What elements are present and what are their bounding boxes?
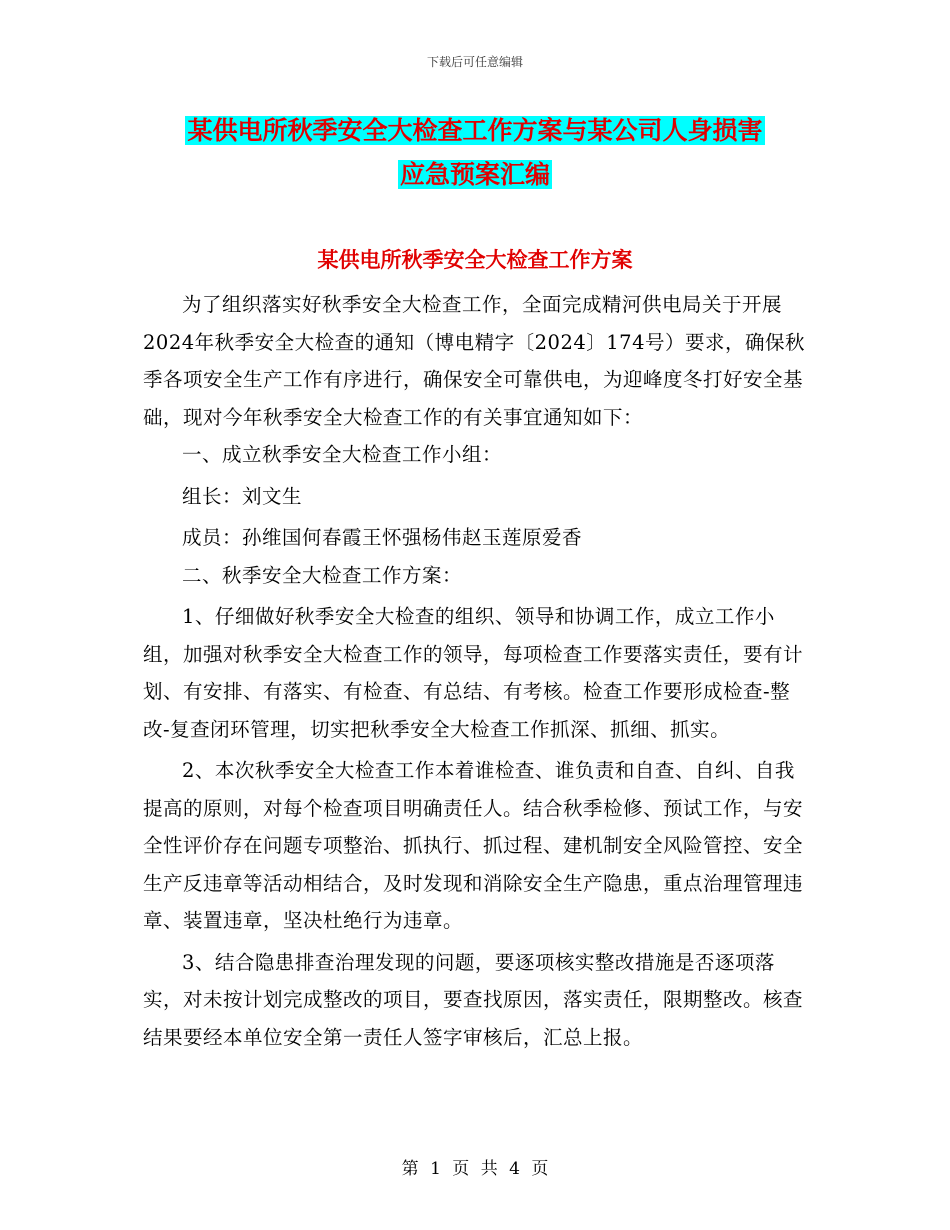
document-body [143,286,809,1056]
paragraph-item-1: 1、仔细做好秋季安全大检查的组织、领导和协调工作，成立工作小组，加强对秋季安全大检查工作的领导，每项检查工作要落实责任，要有计划、有安排、有落实、有检查、有总结、有考核。检查工作要形成检查-整改-复查闭环管理，切实把秋季安全大检查工作抓深、抓细、抓实。 [143,605,804,741]
paragraph-item-2: 2、本次秋季安全大检查工作本着谁检查、谁负责和自查、自纠、自我提高的原则，对每个检查项目明确责任人。结合秋季检修、预试工作，与安全性评价存在问题专项整治、抓执行、抓过程、建机制安全风险管控、安全生产反违章等活动相结合，及时发现和消除安全生产隐患，重点治理管理违章、装置违章，坚决杜绝行为违章。 [143,759,804,932]
paragraph-heading-2: 二、秋季安全大检查工作方案： [182,563,463,587]
page-footer: 第 1 页 共 4 页 [401,1159,549,1179]
document-title-line-1 [150,107,800,155]
document-title-line-2 [150,151,800,199]
document-title-text-1: 某供电所秋季安全大检查工作方案与某公司人身损害 [187,116,763,145]
paragraph-heading-1: 一、成立秋季安全大检查工作小组： [182,443,503,466]
section-title: 某供电所秋季安全大检查工作方案 [317,248,633,272]
paragraph-item-3: 3、结合隐患排查治理发现的问题，要逐项核实整改措施是否逐项落实，对未按计划完成整改的项目，要查找原因，落实责任，限期整改。核查结果要经本单位安全第一责任人签字审核后，汇总上报。 [143,950,804,1049]
paragraph-intro: 为了组织落实好秋季安全大检查工作，全面完成精河供电局关于开展2024年秋季安全大检查的通知（博电精字〔2024〕174号）要求，确保秋季各项安全生产工作有序进行，确保安全可靠供电，为迎峰度冬打好安全基础，现对今年秋季安全大检查工作的有关事宜通知如下： [143,293,805,429]
paragraph-leader: 组长：刘文生 [182,484,303,508]
paragraph-members: 成员：孙维国何春霞王怀强杨伟赵玉莲原爱香 [182,526,583,549]
header-note: 下载后可任意编辑 [426,55,523,69]
document-title-text-2: 应急预案汇编 [399,160,550,189]
